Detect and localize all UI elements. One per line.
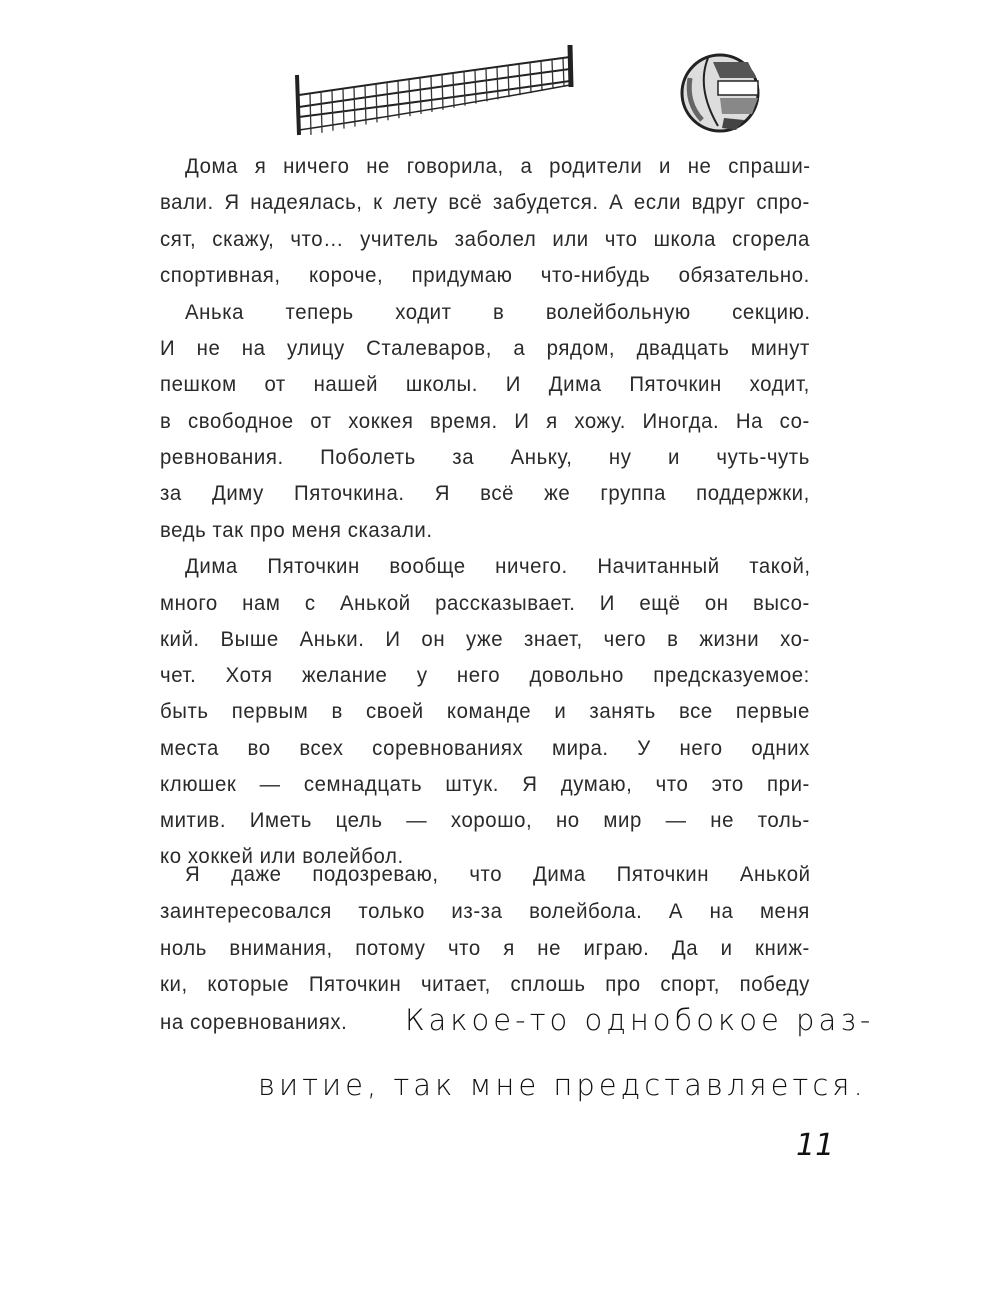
- volleyball-ball-illustration: [678, 48, 762, 138]
- text-line: ревнования. Поболеть за Аньку, ну и чуть-чуть: [160, 446, 810, 469]
- net-strand: [409, 80, 410, 117]
- net-strand: [486, 69, 487, 102]
- text-line: пешком от нашей школы. И Дима Пяточкин ходит,: [160, 373, 810, 396]
- text-line: в свободное от хоккея время. И я хожу. Иногда. На со-: [160, 410, 810, 433]
- text-line: заинтересовался только из-за волейбола. А на меня: [160, 900, 810, 923]
- net-strand: [442, 75, 443, 110]
- net-strand: [365, 86, 366, 125]
- text-line: И не на улицу Сталеваров, а рядом, двадцать минут: [160, 337, 810, 360]
- net-strand: [541, 61, 542, 91]
- net-strand: [420, 78, 421, 114]
- handwritten-text: Какое-то однобокое раз-: [405, 1003, 875, 1037]
- net-strand: [508, 66, 509, 98]
- text-line: Дома я ничего не говорила, а родители и не спраши-: [185, 155, 811, 178]
- net-strand: [453, 73, 454, 107]
- net-strand: [497, 67, 498, 99]
- text-line: Я даже подозреваю, что Дима Пяточкин Анькой: [185, 863, 811, 886]
- text-line: сят, скажу, что… учитель заболел или что школа сгорела: [160, 228, 810, 251]
- volleyball-net-illustration: [285, 45, 585, 145]
- text-line: ки, которые Пяточкин читает, сплошь про спорт, победу: [160, 973, 810, 996]
- text-line: много нам с Анькой рассказывает. И ещё он высо-: [160, 592, 810, 615]
- text-line: за Диму Пяточкина. Я всё же группа поддержки,: [160, 482, 810, 505]
- net-strand: [431, 77, 432, 112]
- text-line: вали. Я надеялась, к лету всё забудется. А если вдруг спро-: [160, 191, 810, 214]
- text-line: чет. Хотя желание у него довольно предсказуемое:: [160, 664, 810, 687]
- text-line: спортивная, короче, придумаю что-нибудь обязательно.: [160, 264, 810, 287]
- net-strand: [464, 72, 465, 106]
- net-strand: [376, 84, 377, 122]
- text-line: ноль внимания, потому что я не играю. Да и книж-: [160, 937, 810, 960]
- page-number: 11: [796, 1128, 835, 1163]
- text-line: кий. Выше Аньки. И он уже знает, чего в жизни хо-: [160, 628, 810, 651]
- net-strand: [387, 83, 388, 121]
- net-strand: [354, 87, 355, 126]
- text-line: ко хоккей или волейбол.: [160, 845, 404, 868]
- handwritten-text: витие, так мне представляется.: [258, 1068, 867, 1102]
- text-line: клюшек — семнадцать штук. Я думаю, что это при-: [160, 773, 810, 796]
- net-strand: [398, 81, 399, 118]
- net-strand: [530, 63, 531, 93]
- net-strand: [475, 70, 476, 103]
- text-line: быть первым в своей команде и занять все первые: [160, 700, 810, 723]
- text-line: места во всех соревнованиях мира. У него одних: [160, 737, 810, 760]
- text-line: на соревнованиях.: [160, 1011, 348, 1034]
- text-line: Анька теперь ходит в волейбольную секцию.: [185, 301, 811, 324]
- net-strand: [519, 64, 520, 95]
- text-line: Дима Пяточкин вообще ничего. Начитанный такой,: [185, 555, 811, 578]
- text-line: ведь так про меня сказали.: [160, 519, 433, 542]
- text-line: митив. Иметь цель — хорошо, но мир — не толь-: [160, 809, 810, 832]
- net-strand: [552, 60, 553, 89]
